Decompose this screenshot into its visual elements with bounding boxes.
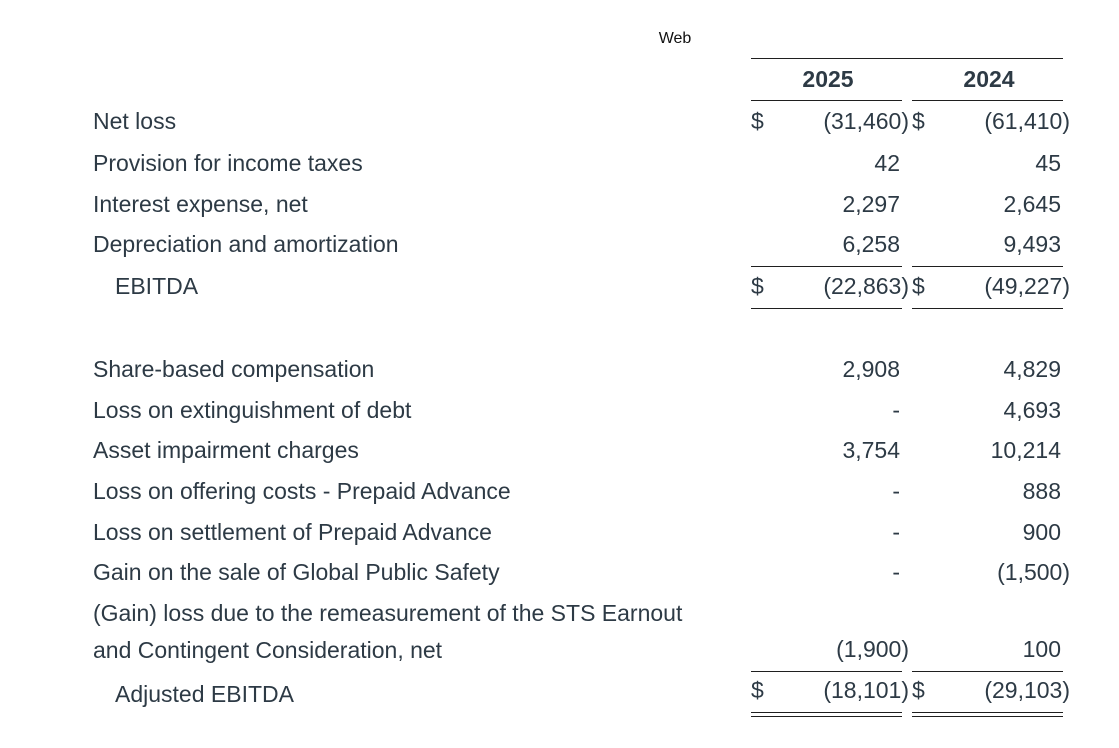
header-top-rule xyxy=(751,58,1063,59)
adjusted-subtotal-rule-2024 xyxy=(912,671,1063,672)
column-header-2025: 2025 xyxy=(802,66,854,92)
row-label-share-comp: Share-based compensation xyxy=(93,356,375,382)
value-net-loss-2024: (61,410) xyxy=(984,108,1070,134)
row-label-gain-sale: Gain on the sale of Global Public Safety xyxy=(93,559,500,585)
total-rule-2024 xyxy=(912,308,1063,309)
currency-symbol: $ xyxy=(912,108,925,134)
currency-symbol: $ xyxy=(912,273,925,299)
value-remeasurement-2025: (1,900) xyxy=(836,636,909,662)
value-depreciation-2025: 6,258 xyxy=(842,231,900,257)
value-gain-sale-2024: (1,500) xyxy=(997,559,1070,585)
row-label-offering-costs: Loss on offering costs - Prepaid Advance xyxy=(93,478,511,504)
currency-symbol: $ xyxy=(751,108,764,134)
row-label-net-loss: Net loss xyxy=(93,108,177,134)
currency-symbol: $ xyxy=(912,677,925,703)
total-rule-2025 xyxy=(751,308,902,309)
double-rule-top-2024 xyxy=(912,712,1063,713)
value-impairment-2024: 10,214 xyxy=(990,437,1061,463)
currency-symbol: $ xyxy=(751,677,764,703)
value-settlement-2025: - xyxy=(892,519,900,545)
value-interest-2025: 2,297 xyxy=(842,191,900,217)
row-label-interest: Interest expense, net xyxy=(93,191,308,217)
row-label-extinguishment: Loss on extinguishment of debt xyxy=(93,397,412,423)
value-extinguishment-2024: 4,693 xyxy=(1003,397,1061,423)
currency-symbol: $ xyxy=(751,273,764,299)
row-label-depreciation: Depreciation and amortization xyxy=(93,231,399,257)
row-label-adjusted-ebitda: Adjusted EBITDA xyxy=(115,681,294,707)
row-label-remeasurement-line1: (Gain) loss due to the remeasurement of the STS Earnout xyxy=(93,600,683,626)
subtotal-rule-2025 xyxy=(751,266,902,267)
subtotal-rule-2024 xyxy=(912,266,1063,267)
value-net-loss-2025: (31,460) xyxy=(823,108,909,134)
row-label-ebitda: EBITDA xyxy=(115,273,199,299)
row-label-impairment: Asset impairment charges xyxy=(93,437,359,463)
value-provision-2024: 45 xyxy=(1035,150,1061,176)
value-share-comp-2025: 2,908 xyxy=(842,356,900,382)
double-rule-bottom-2024 xyxy=(912,716,1063,717)
value-remeasurement-2024: 100 xyxy=(1022,636,1061,662)
adjusted-subtotal-rule-2025 xyxy=(751,671,902,672)
header-rule-2025 xyxy=(751,100,902,101)
value-impairment-2025: 3,754 xyxy=(842,437,900,463)
value-adjusted-ebitda-2024: (29,103) xyxy=(984,677,1070,703)
value-interest-2024: 2,645 xyxy=(1003,191,1061,217)
caption-web: Web xyxy=(658,30,692,47)
value-offering-costs-2024: 888 xyxy=(1022,478,1061,504)
value-adjusted-ebitda-2025: (18,101) xyxy=(823,677,909,703)
value-depreciation-2024: 9,493 xyxy=(1003,231,1061,257)
value-provision-2025: 42 xyxy=(874,150,900,176)
value-offering-costs-2025: - xyxy=(892,478,900,504)
value-share-comp-2024: 4,829 xyxy=(1003,356,1061,382)
column-header-2024: 2024 xyxy=(963,66,1015,92)
value-gain-sale-2025: - xyxy=(892,559,900,585)
double-rule-bottom-2025 xyxy=(751,716,902,717)
row-label-remeasurement-line2: and Contingent Consideration, net xyxy=(93,637,443,663)
row-label-settlement: Loss on settlement of Prepaid Advance xyxy=(93,519,492,545)
header-rule-2024 xyxy=(912,100,1063,101)
value-settlement-2024: 900 xyxy=(1022,519,1061,545)
row-label-provision: Provision for income taxes xyxy=(93,150,363,176)
value-extinguishment-2025: - xyxy=(892,397,900,423)
value-ebitda-2024: (49,227) xyxy=(984,273,1070,299)
double-rule-top-2025 xyxy=(751,712,902,713)
value-ebitda-2025: (22,863) xyxy=(823,273,909,299)
